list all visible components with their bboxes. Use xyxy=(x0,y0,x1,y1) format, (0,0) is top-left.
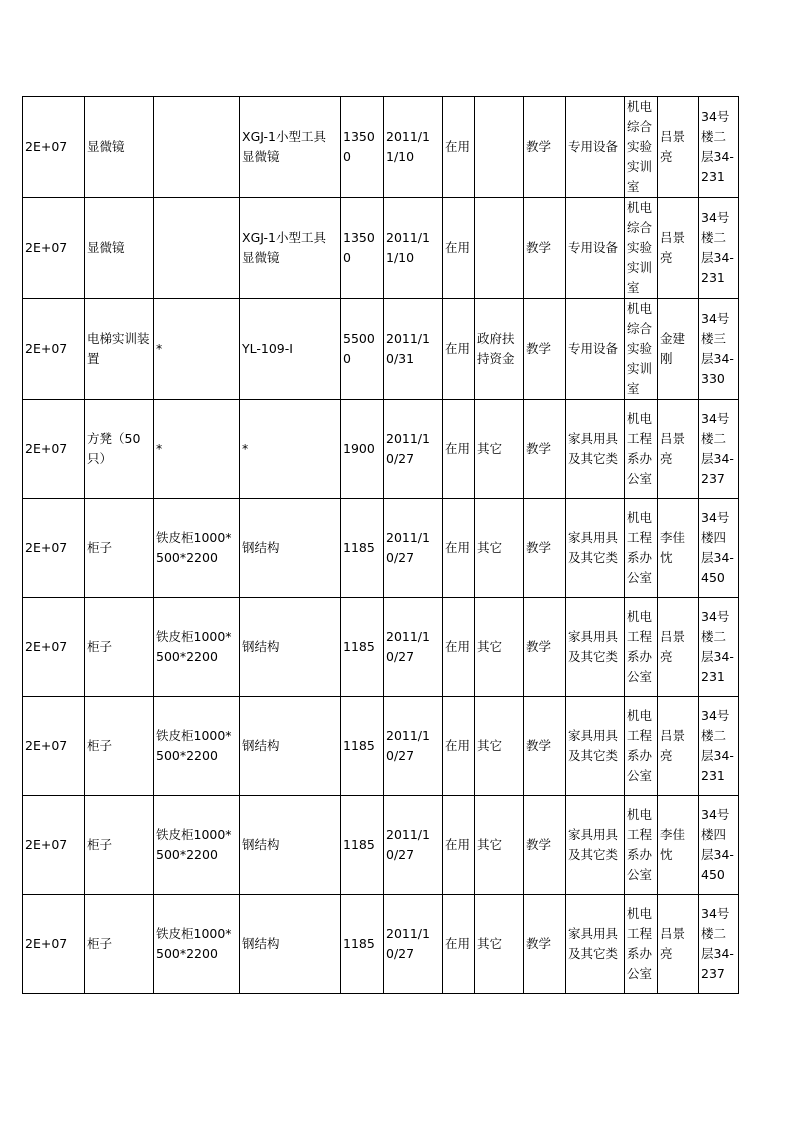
asset-spec-cell: 铁皮柜1000*500*2200 xyxy=(154,598,240,697)
asset-model-cell: XGJ-1小型工具显微镜 xyxy=(240,97,341,198)
asset-category-cell: 专用设备 xyxy=(566,198,625,299)
asset-name-cell: 柜子 xyxy=(85,499,154,598)
asset-date-cell: 2011/10/27 xyxy=(384,796,443,895)
asset-spec-cell xyxy=(154,198,240,299)
asset-name-cell: 显微镜 xyxy=(85,97,154,198)
asset-fund-cell: 政府扶持资金 xyxy=(475,299,524,400)
asset-model-cell: 钢结构 xyxy=(240,598,341,697)
asset-location-cell: 34号楼三层34-330 xyxy=(699,299,739,400)
asset-dept-cell: 机电工程系办公室 xyxy=(625,598,658,697)
asset-model-cell: YL-109-I xyxy=(240,299,341,400)
asset-price-cell: 1900 xyxy=(341,400,384,499)
asset-keeper-cell: 吕景亮 xyxy=(658,598,699,697)
asset-dept-cell: 机电综合实验实训室 xyxy=(625,198,658,299)
asset-category-cell: 家具用具及其它类 xyxy=(566,796,625,895)
asset-category-cell: 专用设备 xyxy=(566,97,625,198)
asset-status-cell: 在用 xyxy=(443,499,475,598)
asset-keeper-cell: 李佳忱 xyxy=(658,796,699,895)
asset-model-cell: 钢结构 xyxy=(240,796,341,895)
table-row xyxy=(23,400,739,499)
asset-fund-cell: 其它 xyxy=(475,598,524,697)
asset-dept-cell: 机电工程系办公室 xyxy=(625,895,658,994)
asset-location-cell: 34号楼四层34-450 xyxy=(699,796,739,895)
asset-name-cell: 方凳（50只） xyxy=(85,400,154,499)
table-row xyxy=(23,97,739,198)
asset-id-cell: 2E+07 xyxy=(23,299,85,400)
asset-id-cell: 2E+07 xyxy=(23,598,85,697)
asset-status-cell: 在用 xyxy=(443,697,475,796)
asset-date-cell: 2011/10/27 xyxy=(384,895,443,994)
asset-use-cell: 教学 xyxy=(524,198,566,299)
asset-price-cell: 1185 xyxy=(341,796,384,895)
asset-id-cell: 2E+07 xyxy=(23,697,85,796)
asset-name-cell: 柜子 xyxy=(85,598,154,697)
asset-id-cell: 2E+07 xyxy=(23,796,85,895)
asset-price-cell: 1185 xyxy=(341,499,384,598)
asset-category-cell: 家具用具及其它类 xyxy=(566,895,625,994)
asset-status-cell: 在用 xyxy=(443,895,475,994)
asset-name-cell: 显微镜 xyxy=(85,198,154,299)
asset-use-cell: 教学 xyxy=(524,97,566,198)
asset-model-cell: 钢结构 xyxy=(240,895,341,994)
asset-fund-cell: 其它 xyxy=(475,796,524,895)
asset-date-cell: 2011/10/31 xyxy=(384,299,443,400)
asset-model-cell: 钢结构 xyxy=(240,697,341,796)
asset-id-cell: 2E+07 xyxy=(23,895,85,994)
asset-fund-cell xyxy=(475,198,524,299)
asset-category-cell: 家具用具及其它类 xyxy=(566,697,625,796)
asset-keeper-cell: 吕景亮 xyxy=(658,198,699,299)
asset-name-cell: 柜子 xyxy=(85,895,154,994)
asset-table-body xyxy=(23,97,739,994)
asset-price-cell: 1185 xyxy=(341,895,384,994)
asset-status-cell: 在用 xyxy=(443,97,475,198)
asset-name-cell: 电梯实训装置 xyxy=(85,299,154,400)
asset-use-cell: 教学 xyxy=(524,400,566,499)
asset-keeper-cell: 吕景亮 xyxy=(658,97,699,198)
asset-keeper-cell: 吕景亮 xyxy=(658,895,699,994)
asset-dept-cell: 机电综合实验实训室 xyxy=(625,97,658,198)
asset-category-cell: 专用设备 xyxy=(566,299,625,400)
asset-use-cell: 教学 xyxy=(524,499,566,598)
asset-spec-cell: 铁皮柜1000*500*2200 xyxy=(154,796,240,895)
asset-use-cell: 教学 xyxy=(524,299,566,400)
asset-location-cell: 34号楼二层34-231 xyxy=(699,598,739,697)
asset-fund-cell: 其它 xyxy=(475,400,524,499)
asset-spec-cell xyxy=(154,97,240,198)
asset-id-cell: 2E+07 xyxy=(23,198,85,299)
table-row xyxy=(23,598,739,697)
asset-dept-cell: 机电工程系办公室 xyxy=(625,697,658,796)
asset-date-cell: 2011/11/10 xyxy=(384,198,443,299)
asset-name-cell: 柜子 xyxy=(85,697,154,796)
asset-location-cell: 34号楼二层34-237 xyxy=(699,400,739,499)
asset-date-cell: 2011/10/27 xyxy=(384,598,443,697)
asset-dept-cell: 机电综合实验实训室 xyxy=(625,299,658,400)
asset-keeper-cell: 李佳忱 xyxy=(658,499,699,598)
asset-dept-cell: 机电工程系办公室 xyxy=(625,796,658,895)
asset-date-cell: 2011/10/27 xyxy=(384,697,443,796)
asset-spec-cell: 铁皮柜1000*500*2200 xyxy=(154,895,240,994)
asset-fund-cell: 其它 xyxy=(475,697,524,796)
asset-name-cell: 柜子 xyxy=(85,796,154,895)
asset-date-cell: 2011/10/27 xyxy=(384,400,443,499)
asset-id-cell: 2E+07 xyxy=(23,400,85,499)
asset-location-cell: 34号楼二层34-231 xyxy=(699,97,739,198)
asset-location-cell: 34号楼二层34-231 xyxy=(699,198,739,299)
table-row xyxy=(23,499,739,598)
asset-id-cell: 2E+07 xyxy=(23,97,85,198)
asset-model-cell: XGJ-1小型工具显微镜 xyxy=(240,198,341,299)
table-row xyxy=(23,796,739,895)
asset-fund-cell xyxy=(475,97,524,198)
asset-use-cell: 教学 xyxy=(524,598,566,697)
asset-price-cell: 1185 xyxy=(341,598,384,697)
table-row xyxy=(23,198,739,299)
asset-price-cell: 1185 xyxy=(341,697,384,796)
asset-date-cell: 2011/11/10 xyxy=(384,97,443,198)
asset-category-cell: 家具用具及其它类 xyxy=(566,400,625,499)
asset-price-cell: 13500 xyxy=(341,198,384,299)
asset-price-cell: 13500 xyxy=(341,97,384,198)
asset-location-cell: 34号楼二层34-237 xyxy=(699,895,739,994)
table-row xyxy=(23,697,739,796)
asset-table xyxy=(22,96,739,994)
asset-location-cell: 34号楼二层34-231 xyxy=(699,697,739,796)
asset-use-cell: 教学 xyxy=(524,796,566,895)
asset-model-cell: 钢结构 xyxy=(240,499,341,598)
table-row xyxy=(23,895,739,994)
asset-price-cell: 55000 xyxy=(341,299,384,400)
asset-dept-cell: 机电工程系办公室 xyxy=(625,400,658,499)
asset-use-cell: 教学 xyxy=(524,895,566,994)
asset-dept-cell: 机电工程系办公室 xyxy=(625,499,658,598)
asset-status-cell: 在用 xyxy=(443,796,475,895)
asset-fund-cell: 其它 xyxy=(475,499,524,598)
table-row xyxy=(23,299,739,400)
asset-category-cell: 家具用具及其它类 xyxy=(566,499,625,598)
asset-spec-cell: * xyxy=(154,299,240,400)
asset-category-cell: 家具用具及其它类 xyxy=(566,598,625,697)
asset-spec-cell: * xyxy=(154,400,240,499)
asset-status-cell: 在用 xyxy=(443,598,475,697)
asset-status-cell: 在用 xyxy=(443,299,475,400)
asset-date-cell: 2011/10/27 xyxy=(384,499,443,598)
asset-spec-cell: 铁皮柜1000*500*2200 xyxy=(154,499,240,598)
asset-location-cell: 34号楼四层34-450 xyxy=(699,499,739,598)
asset-spec-cell: 铁皮柜1000*500*2200 xyxy=(154,697,240,796)
asset-status-cell: 在用 xyxy=(443,400,475,499)
asset-model-cell: * xyxy=(240,400,341,499)
asset-keeper-cell: 金建刚 xyxy=(658,299,699,400)
asset-use-cell: 教学 xyxy=(524,697,566,796)
asset-status-cell: 在用 xyxy=(443,198,475,299)
asset-keeper-cell: 吕景亮 xyxy=(658,697,699,796)
asset-fund-cell: 其它 xyxy=(475,895,524,994)
asset-id-cell: 2E+07 xyxy=(23,499,85,598)
asset-keeper-cell: 吕景亮 xyxy=(658,400,699,499)
